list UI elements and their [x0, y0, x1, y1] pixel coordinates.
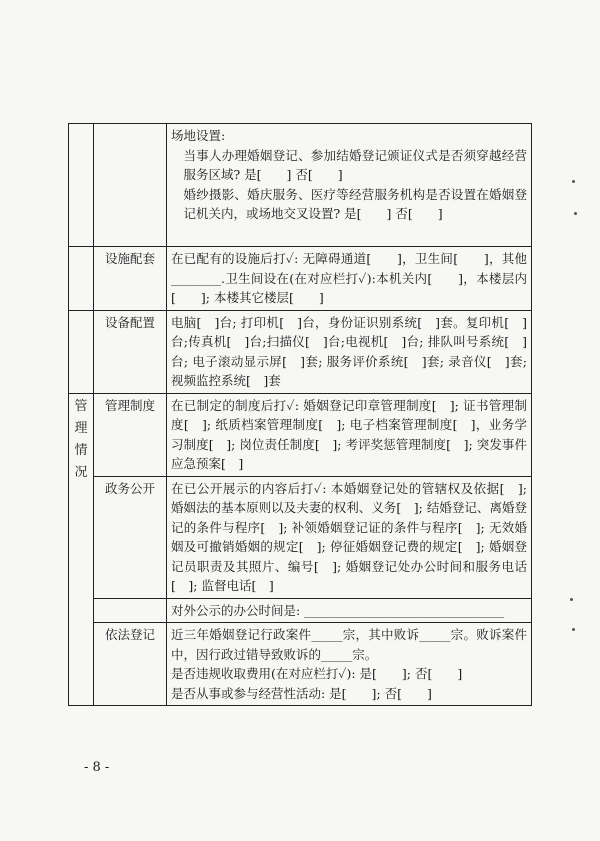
group-cell-blank: [69, 124, 94, 247]
facilities-content: [167, 247, 532, 311]
row-label-equipment: 设备配置: [94, 310, 167, 393]
site-line: 婚纱摄影、婚庆服务、医疗等经营服务机构是否设置在婚姻登记机关内，或场地交叉设置? 是[ ] 否[ ]: [183, 186, 527, 221]
scan-speck: [572, 628, 575, 631]
table-row: [69, 623, 532, 706]
row-label-lawful: 依法登记: [94, 623, 167, 706]
site-line: 场地设置:: [171, 128, 226, 143]
system-text: 在已制定的制度后打✓: 婚姻登记印章管理制度[ ]; 证书管理制度[ ]; 纸质档案管理制度[ ]; 电子档案管理制度[ ]，业务学习制度[ ]; 岗位责任制度[ ]; 考评奖惩管理制度[ ]; 突发事件应急预案[ ]: [171, 397, 527, 471]
page-number: - 8 -: [84, 760, 110, 775]
office-hours-text: 对外公示的办公时间是: ________________________________: [171, 602, 505, 618]
row-label-facilities: 设施配套: [94, 247, 167, 311]
registration-form-table: [68, 123, 532, 706]
lawful-content: [167, 623, 532, 706]
equipment-content: [167, 310, 532, 393]
site-settings-content: [167, 124, 532, 247]
office-hours-content: [167, 598, 532, 623]
table-row: [69, 310, 532, 393]
lawful-line: 是否从事或参与经营性活动: 是[ ]; 否[ ]: [171, 685, 432, 701]
scan-speck: [572, 180, 575, 183]
table-row: [69, 476, 532, 598]
management-group-cell: [69, 393, 94, 706]
facilities-text: 在已配有的设施后打✓: 无障碍通道[ ]，卫生间[ ]，其他________.卫生间设在(在对应栏打✓):本机关内[ ]，本楼层内[ ]; 本楼其它楼层[ ]: [171, 251, 527, 305]
table-row: [69, 393, 532, 476]
row-label-office-hours-blank: [94, 598, 167, 623]
publicity-content: [167, 476, 532, 598]
row-label-site: [94, 124, 167, 247]
site-line: 当事人办理婚姻登记、参加结婚登记颁证仪式是否须穿越经营服务区域? 是[ ] 否[ ]: [183, 147, 527, 182]
scan-speck: [574, 212, 577, 215]
lawful-line: 近三年婚姻登记行政案件_____宗，其中败诉_____宗。败诉案件中，因行政过错导致败诉的_____宗。: [171, 627, 527, 662]
lawful-line: 是否违规收取费用(在对应栏打✓): 是[ ]; 否[ ]: [171, 666, 463, 681]
table-row: [69, 124, 532, 247]
group-cell-blank: [69, 310, 94, 393]
management-group-label: 管理情况: [74, 398, 88, 480]
publicity-text: 在已公开展示的内容后打✓: 本婚姻登记处的管辖权及依据[ ]; 婚姻法的基本原则以及夫妻的权利、义务[ ]; 结婚登记、离婚登记的条件与程序[ ]; 补领婚姻登记证的条件与程序[ ]; 无效婚姻及可撤销婚姻的规定[ ]; 停征婚姻登记费的规定[ ]; 婚姻登记员职责及其照片、编号[ ]; 婚姻登记处办公时间和服务电话[ ]; 监督电话[ ]: [171, 480, 527, 593]
equipment-text: 电脑[ ]台; 打印机[ ]台，身份证识别系统[ ]套。复印机[ ]台;传真机[ ]台;扫描仪[ ]台;电视机[ ]台; 排队叫号系统[ ]台; 电子滚动显示屏[ ]套; 服务评价系统[ ]套; 录音仪[ ]套; 视频监控系统[ ]套: [171, 314, 527, 388]
group-cell-blank: [69, 247, 94, 311]
system-content: [167, 393, 532, 476]
row-label-publicity: 政务公开: [94, 476, 167, 598]
table-row: [69, 598, 532, 623]
table-row: [69, 247, 532, 311]
row-label-system: 管理制度: [94, 393, 167, 476]
scan-speck: [570, 598, 573, 601]
